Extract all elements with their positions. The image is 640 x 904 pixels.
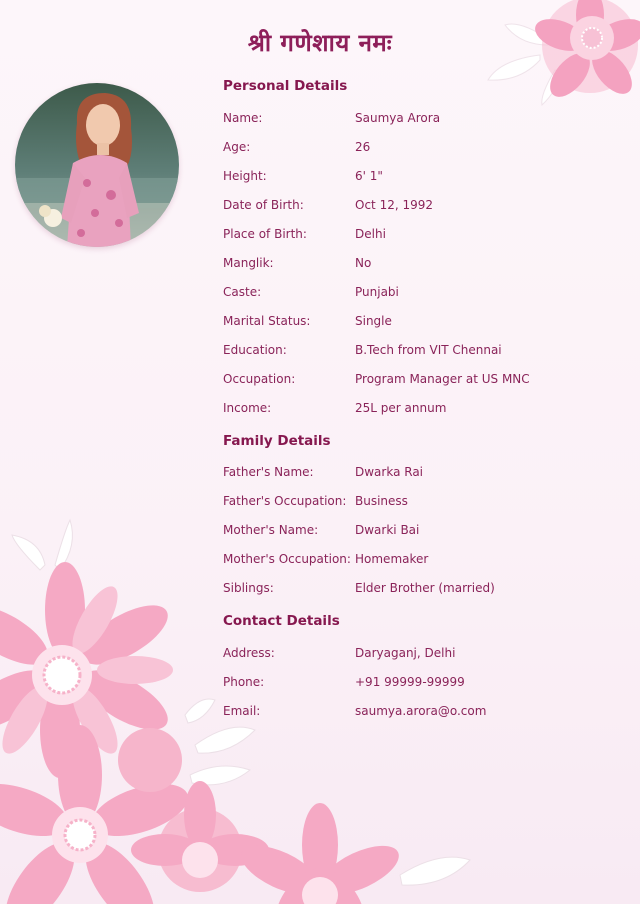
detail-label: Age: <box>223 140 251 154</box>
detail-value: 26 <box>355 140 371 154</box>
detail-label: Siblings: <box>223 581 274 595</box>
detail-row-education <box>223 343 623 363</box>
detail-value: Single <box>355 314 392 328</box>
detail-value: +91 99999-99999 <box>355 675 465 689</box>
detail-row-address <box>223 646 623 666</box>
detail-value: No <box>355 256 372 270</box>
detail-label: Phone: <box>223 675 265 689</box>
detail-row-marital-status <box>223 314 623 334</box>
detail-label: Email: <box>223 704 261 718</box>
detail-row-email <box>223 704 623 724</box>
detail-row-fathers-occupation <box>223 494 623 514</box>
detail-row-mothers-occupation <box>223 552 623 572</box>
detail-row-date-of-birth <box>223 198 623 218</box>
detail-value: Dwarki Bai <box>355 523 420 537</box>
detail-label: Income: <box>223 401 272 415</box>
detail-row-phone <box>223 675 623 695</box>
section-heading-personal: Personal Details <box>223 78 348 94</box>
detail-row-fathers-name <box>223 465 623 485</box>
detail-label: Education: <box>223 343 287 357</box>
detail-label: Mother's Occupation: <box>223 552 351 566</box>
detail-value: saumya.arora@o.com <box>355 704 487 718</box>
detail-label: Manglik: <box>223 256 274 270</box>
page-title: श्री गणेशाय नमः <box>247 29 393 57</box>
flower-icon <box>234 803 405 904</box>
detail-row-mothers-name <box>223 523 623 543</box>
detail-value: B.Tech from VIT Chennai <box>355 343 502 357</box>
detail-label: Marital Status: <box>223 314 311 328</box>
detail-value: Business <box>355 494 408 508</box>
detail-label: Father's Occupation: <box>223 494 347 508</box>
detail-row-manglik <box>223 256 623 276</box>
detail-row-height <box>223 169 623 189</box>
detail-value: Oct 12, 1992 <box>355 198 433 212</box>
detail-value: 6' 1" <box>355 169 383 183</box>
profile-photo <box>15 83 179 247</box>
section-heading-family: Family Details <box>223 433 331 449</box>
detail-value: Program Manager at US MNC <box>355 372 530 386</box>
detail-value: Punjabi <box>355 285 399 299</box>
detail-label: Address: <box>223 646 275 660</box>
detail-label: Name: <box>223 111 263 125</box>
detail-label: Date of Birth: <box>223 198 304 212</box>
detail-value: Dwarka Rai <box>355 465 424 479</box>
detail-value: 25L per annum <box>355 401 447 415</box>
detail-row-place-of-birth <box>223 227 623 247</box>
detail-value: Elder Brother (married) <box>355 581 495 595</box>
detail-value: Saumya Arora <box>355 111 441 125</box>
portrait-photo-icon <box>15 83 179 247</box>
section-heading-contact: Contact Details <box>223 613 340 629</box>
detail-value: Homemaker <box>355 552 429 566</box>
detail-value: Daryaganj, Delhi <box>355 646 456 660</box>
detail-row-name <box>223 111 623 131</box>
detail-row-caste <box>223 285 623 305</box>
detail-row-occupation <box>223 372 623 392</box>
detail-label: Father's Name: <box>223 465 314 479</box>
detail-label: Caste: <box>223 285 262 299</box>
detail-value: Delhi <box>355 227 386 241</box>
detail-row-income <box>223 401 623 421</box>
detail-label: Place of Birth: <box>223 227 307 241</box>
detail-row-age <box>223 140 623 160</box>
detail-label: Occupation: <box>223 372 296 386</box>
detail-row-siblings <box>223 581 623 601</box>
detail-label: Height: <box>223 169 267 183</box>
detail-label: Mother's Name: <box>223 523 319 537</box>
